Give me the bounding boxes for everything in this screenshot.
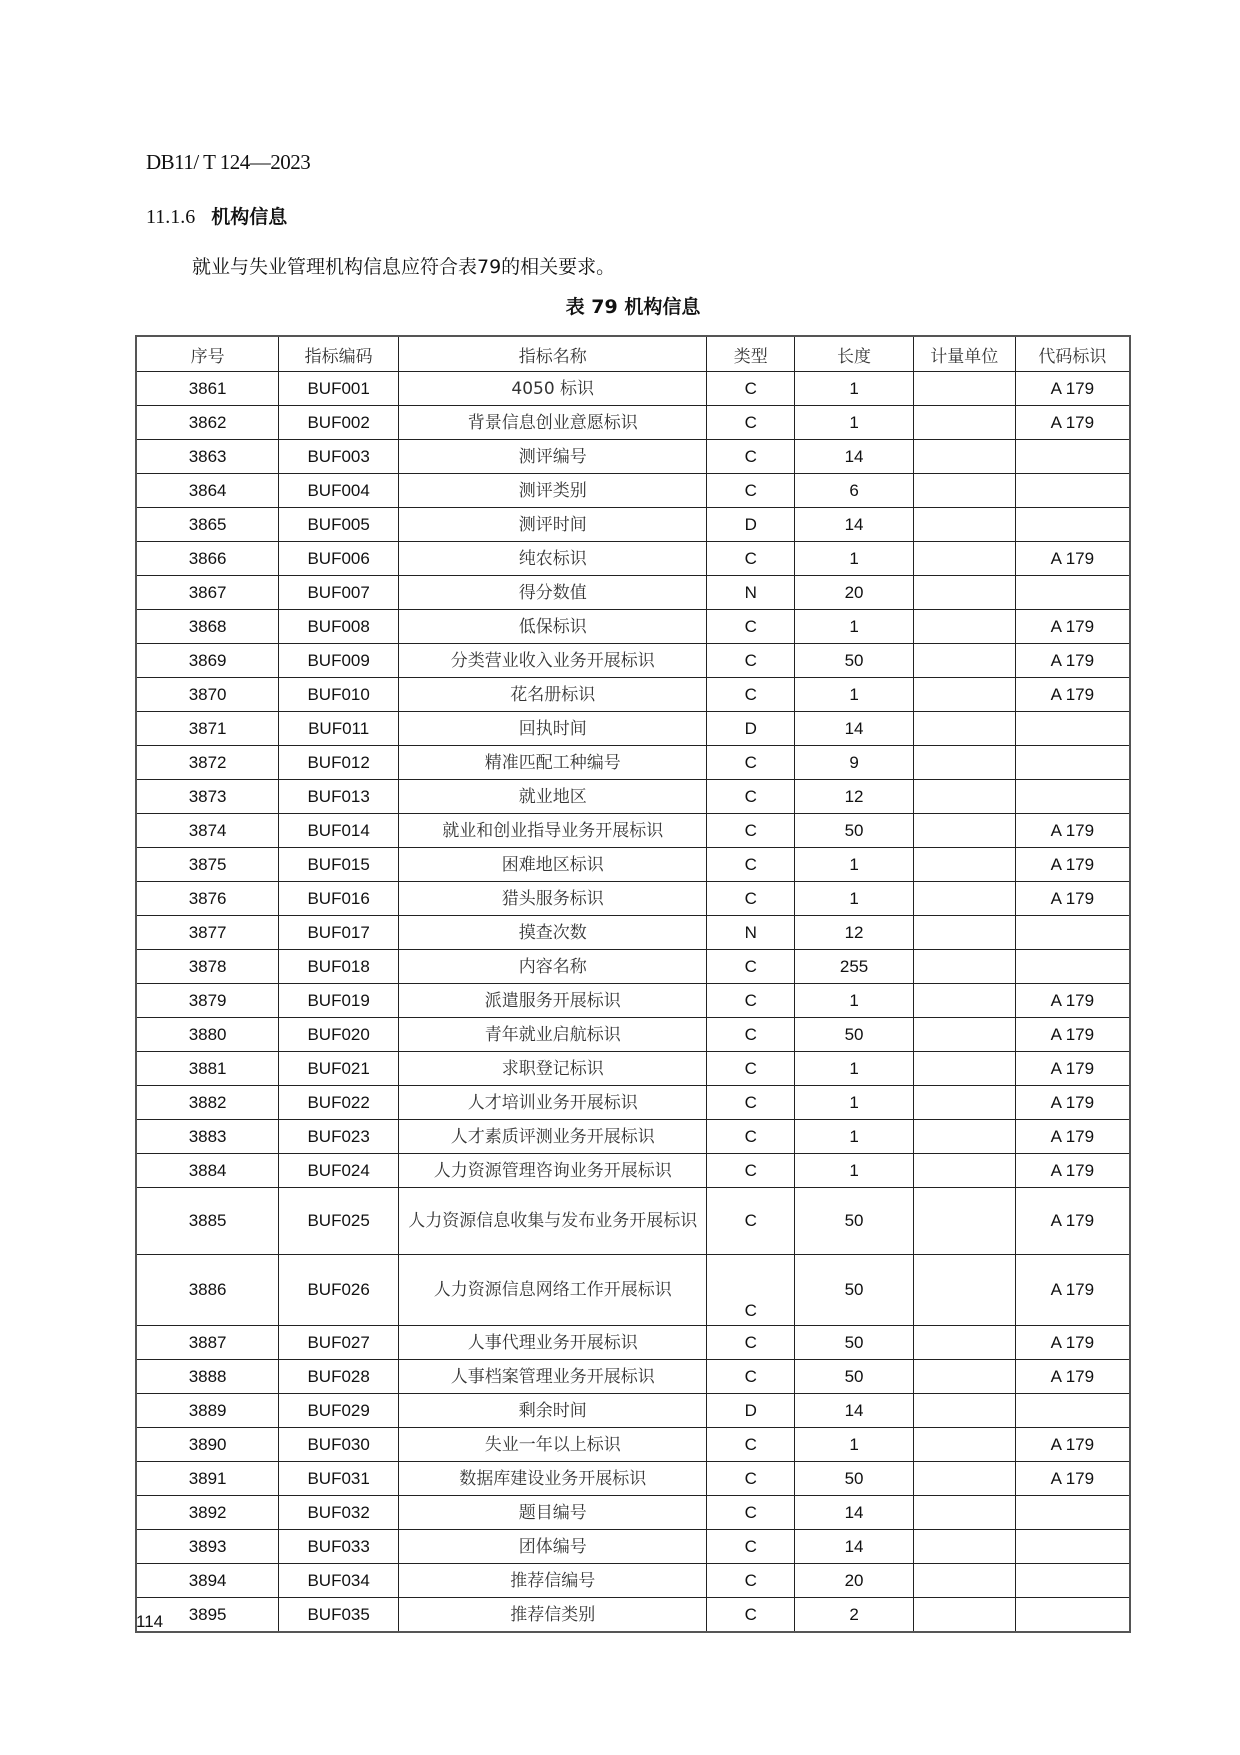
cell-unit [913,1462,1015,1496]
cell-name: 人力资源信息收集与发布业务开展标识 [399,1188,707,1255]
table-row [136,406,1130,440]
cell-unit [913,848,1015,882]
cell-code: BUF013 [279,780,399,814]
table-caption: 表 79 机构信息 [565,296,701,318]
cell-name: 回执时间 [399,712,707,746]
cell-code: BUF028 [279,1360,399,1394]
cell-code: BUF003 [279,440,399,474]
cell-seq: 3877 [136,916,279,950]
cell-unit [913,576,1015,610]
column-header-unit: 计量单位 [913,336,1015,372]
cell-length: 1 [795,1428,914,1462]
cell-seq: 3866 [136,542,279,576]
cell-code: BUF019 [279,984,399,1018]
cell-unit [913,814,1015,848]
cell-code-ref: A 179 [1015,1086,1130,1120]
cell-seq: 3888 [136,1360,279,1394]
cell-name: 测评编号 [399,440,707,474]
cell-seq: 3869 [136,644,279,678]
intro-paragraph: 就业与失业管理机构信息应符合表79的相关要求。 [192,256,616,278]
cell-unit [913,1018,1015,1052]
cell-code-ref: A 179 [1015,372,1130,406]
cell-length: 1 [795,1154,914,1188]
cell-unit [913,440,1015,474]
cell-code: BUF009 [279,644,399,678]
cell-code: BUF022 [279,1086,399,1120]
cell-unit [913,984,1015,1018]
cell-length: 50 [795,1255,914,1326]
cell-name: 花名册标识 [399,678,707,712]
cell-length: 14 [795,1496,914,1530]
cell-name: 推荐信类别 [399,1598,707,1633]
cell-code: BUF031 [279,1462,399,1496]
cell-type: C [707,1052,795,1086]
cell-code-ref: A 179 [1015,1120,1130,1154]
table-row [136,1086,1130,1120]
cell-length: 50 [795,1360,914,1394]
cell-length: 20 [795,1564,914,1598]
cell-seq: 3874 [136,814,279,848]
cell-code-ref [1015,1564,1130,1598]
column-header-type: 类型 [707,336,795,372]
cell-code: BUF034 [279,1564,399,1598]
cell-length: 14 [795,440,914,474]
cell-name: 摸查次数 [399,916,707,950]
cell-code-ref [1015,746,1130,780]
cell-length: 14 [795,712,914,746]
cell-code: BUF005 [279,508,399,542]
cell-code: BUF014 [279,814,399,848]
table-row [136,882,1130,916]
cell-unit [913,1255,1015,1326]
cell-seq: 3879 [136,984,279,1018]
cell-code-ref [1015,1496,1130,1530]
cell-seq: 3892 [136,1496,279,1530]
table-row [136,814,1130,848]
section-title: 机构信息 [211,206,288,228]
cell-code-ref: A 179 [1015,1326,1130,1360]
table-row [136,1255,1130,1326]
table-row [136,712,1130,746]
cell-type: C [707,1120,795,1154]
cell-code: BUF007 [279,576,399,610]
cell-seq: 3885 [136,1188,279,1255]
cell-unit [913,1360,1015,1394]
cell-code: BUF018 [279,950,399,984]
cell-name: 内容名称 [399,950,707,984]
cell-unit [913,1120,1015,1154]
cell-code-ref: A 179 [1015,678,1130,712]
cell-code-ref: A 179 [1015,1018,1130,1052]
cell-code-ref: A 179 [1015,984,1130,1018]
cell-type: C [707,372,795,406]
table-row [136,950,1130,984]
cell-unit [913,678,1015,712]
cell-type: N [707,576,795,610]
cell-code: BUF004 [279,474,399,508]
cell-length: 1 [795,610,914,644]
cell-name: 人力资源信息网络工作开展标识 [399,1255,707,1326]
cell-type: C [707,1530,795,1564]
cell-code-ref: A 179 [1015,1154,1130,1188]
cell-seq: 3878 [136,950,279,984]
cell-code-ref: A 179 [1015,1462,1130,1496]
cell-code-ref: A 179 [1015,1255,1130,1326]
cell-code-ref [1015,712,1130,746]
page-number: 114 [136,1612,164,1631]
cell-type: C [707,1564,795,1598]
cell-seq: 3862 [136,406,279,440]
cell-name: 背景信息创业意愿标识 [399,406,707,440]
cell-type: C [707,1360,795,1394]
cell-seq: 3895 [136,1598,279,1633]
cell-code-ref: A 179 [1015,542,1130,576]
cell-unit [913,1394,1015,1428]
cell-unit [913,1326,1015,1360]
cell-code-ref [1015,950,1130,984]
cell-name: 纯农标识 [399,542,707,576]
cell-code: BUF020 [279,1018,399,1052]
cell-code-ref [1015,576,1130,610]
cell-code-ref: A 179 [1015,1360,1130,1394]
cell-code: BUF032 [279,1496,399,1530]
cell-code-ref: A 179 [1015,882,1130,916]
cell-length: 1 [795,678,914,712]
cell-unit [913,542,1015,576]
cell-code-ref [1015,1530,1130,1564]
cell-seq: 3868 [136,610,279,644]
cell-seq: 3880 [136,1018,279,1052]
cell-length: 20 [795,576,914,610]
cell-unit [913,610,1015,644]
cell-unit [913,644,1015,678]
table-row [136,372,1130,406]
cell-type: C [707,1428,795,1462]
cell-type: C [707,984,795,1018]
cell-type: C [707,746,795,780]
cell-code-ref: A 179 [1015,1052,1130,1086]
cell-seq: 3894 [136,1564,279,1598]
cell-type: C [707,1188,795,1255]
cell-name: 人才素质评测业务开展标识 [399,1120,707,1154]
cell-name: 剩余时间 [399,1394,707,1428]
cell-seq: 3873 [136,780,279,814]
table-row [136,1360,1130,1394]
cell-seq: 3871 [136,712,279,746]
cell-type: C [707,882,795,916]
cell-name: 精准匹配工种编号 [399,746,707,780]
section-heading [146,202,287,229]
document-id: DB11/ T 124—2023 [146,150,311,174]
cell-unit [913,1086,1015,1120]
cell-length: 1 [795,372,914,406]
table-row [136,1120,1130,1154]
cell-code: BUF017 [279,916,399,950]
cell-length: 1 [795,882,914,916]
cell-name: 人力资源管理咨询业务开展标识 [399,1154,707,1188]
cell-type: C [707,474,795,508]
cell-seq: 3865 [136,508,279,542]
cell-code-ref: A 179 [1015,814,1130,848]
cell-code-ref [1015,1598,1130,1633]
cell-seq: 3870 [136,678,279,712]
cell-length: 1 [795,1052,914,1086]
column-header-name: 指标名称 [399,336,707,372]
cell-unit [913,1188,1015,1255]
cell-seq: 3872 [136,746,279,780]
cell-seq: 3890 [136,1428,279,1462]
cell-seq: 3886 [136,1255,279,1326]
cell-type: C [707,1154,795,1188]
cell-unit [913,372,1015,406]
table-row [136,1052,1130,1086]
cell-code: BUF016 [279,882,399,916]
cell-type: D [707,508,795,542]
cell-unit [913,746,1015,780]
cell-length: 9 [795,746,914,780]
cell-length: 14 [795,1530,914,1564]
cell-seq: 3863 [136,440,279,474]
cell-type: C [707,848,795,882]
cell-code: BUF002 [279,406,399,440]
cell-seq: 3884 [136,1154,279,1188]
cell-unit [913,1052,1015,1086]
cell-name: 人事代理业务开展标识 [399,1326,707,1360]
cell-name: 派遣服务开展标识 [399,984,707,1018]
cell-code: BUF029 [279,1394,399,1428]
cell-length: 255 [795,950,914,984]
cell-code: BUF021 [279,1052,399,1086]
table-row [136,1530,1130,1564]
cell-type: C [707,1255,795,1326]
cell-length: 50 [795,1462,914,1496]
cell-unit [913,406,1015,440]
cell-code-ref [1015,440,1130,474]
cell-code: BUF006 [279,542,399,576]
cell-name: 猎头服务标识 [399,882,707,916]
cell-name: 困难地区标识 [399,848,707,882]
column-header-length: 长度 [795,336,914,372]
cell-type: C [707,678,795,712]
cell-seq: 3887 [136,1326,279,1360]
cell-unit [913,916,1015,950]
column-header-seq: 序号 [136,336,279,372]
cell-seq: 3893 [136,1530,279,1564]
cell-unit [913,712,1015,746]
cell-unit [913,1530,1015,1564]
cell-type: C [707,1018,795,1052]
cell-name: 求职登记标识 [399,1052,707,1086]
cell-code: BUF027 [279,1326,399,1360]
cell-code-ref: A 179 [1015,1188,1130,1255]
table-row [136,1154,1130,1188]
cell-length: 12 [795,780,914,814]
cell-seq: 3875 [136,848,279,882]
cell-type: C [707,1598,795,1633]
cell-unit [913,508,1015,542]
cell-name: 4050 标识 [399,372,707,406]
cell-type: C [707,542,795,576]
cell-code-ref [1015,916,1130,950]
cell-length: 50 [795,1326,914,1360]
table-row [136,1394,1130,1428]
column-header-code-ref: 代码标识 [1015,336,1130,372]
cell-code: BUF012 [279,746,399,780]
cell-length: 1 [795,406,914,440]
table-row [136,1018,1130,1052]
cell-unit [913,1154,1015,1188]
cell-name: 推荐信编号 [399,1564,707,1598]
cell-code-ref: A 179 [1015,610,1130,644]
cell-code: BUF008 [279,610,399,644]
cell-seq: 3891 [136,1462,279,1496]
cell-type: C [707,406,795,440]
cell-code-ref [1015,474,1130,508]
cell-name: 青年就业启航标识 [399,1018,707,1052]
cell-code: BUF011 [279,712,399,746]
cell-seq: 3882 [136,1086,279,1120]
cell-code-ref [1015,1394,1130,1428]
table-row [136,610,1130,644]
cell-length: 1 [795,984,914,1018]
table-row [136,1598,1130,1633]
cell-type: C [707,1462,795,1496]
cell-seq: 3883 [136,1120,279,1154]
cell-type: D [707,1394,795,1428]
cell-length: 1 [795,1120,914,1154]
cell-length: 1 [795,1086,914,1120]
cell-type: C [707,780,795,814]
cell-type: C [707,1326,795,1360]
table-row [136,1564,1130,1598]
cell-length: 2 [795,1598,914,1633]
institution-info-table [135,335,1131,1633]
table-row [136,1326,1130,1360]
cell-code-ref: A 179 [1015,1428,1130,1462]
table-row [136,1428,1130,1462]
cell-code: BUF035 [279,1598,399,1633]
cell-code: BUF033 [279,1530,399,1564]
cell-length: 14 [795,1394,914,1428]
cell-code: BUF030 [279,1428,399,1462]
cell-code: BUF026 [279,1255,399,1326]
table-row [136,984,1130,1018]
cell-length: 50 [795,814,914,848]
cell-code: BUF001 [279,372,399,406]
cell-unit [913,882,1015,916]
table-row [136,1188,1130,1255]
table-row [136,474,1130,508]
table-row [136,678,1130,712]
cell-type: N [707,916,795,950]
cell-name: 测评类别 [399,474,707,508]
cell-name: 分类营业收入业务开展标识 [399,644,707,678]
cell-length: 6 [795,474,914,508]
cell-name: 得分数值 [399,576,707,610]
cell-name: 人才培训业务开展标识 [399,1086,707,1120]
table-row [136,848,1130,882]
table-row [136,542,1130,576]
cell-code-ref: A 179 [1015,848,1130,882]
cell-seq: 3876 [136,882,279,916]
cell-name: 题目编号 [399,1496,707,1530]
cell-length: 1 [795,542,914,576]
cell-name: 就业和创业指导业务开展标识 [399,814,707,848]
cell-name: 测评时间 [399,508,707,542]
table-row [136,746,1130,780]
cell-type: C [707,610,795,644]
cell-code: BUF024 [279,1154,399,1188]
cell-unit [913,1564,1015,1598]
cell-unit [913,780,1015,814]
cell-name: 人事档案管理业务开展标识 [399,1360,707,1394]
cell-length: 1 [795,848,914,882]
cell-type: C [707,644,795,678]
table-row [136,916,1130,950]
cell-code-ref [1015,508,1130,542]
cell-code: BUF010 [279,678,399,712]
cell-length: 50 [795,1188,914,1255]
cell-seq: 3881 [136,1052,279,1086]
cell-unit [913,1428,1015,1462]
cell-length: 50 [795,1018,914,1052]
cell-length: 12 [795,916,914,950]
cell-name: 就业地区 [399,780,707,814]
section-number: 11.1.6 [146,206,196,228]
cell-type: C [707,950,795,984]
table-row [136,780,1130,814]
cell-type: D [707,712,795,746]
cell-length: 14 [795,508,914,542]
cell-code-ref: A 179 [1015,406,1130,440]
cell-code-ref [1015,780,1130,814]
cell-code: BUF015 [279,848,399,882]
table-row [136,644,1130,678]
table-row [136,576,1130,610]
table-row [136,1462,1130,1496]
cell-name: 失业一年以上标识 [399,1428,707,1462]
cell-seq: 3864 [136,474,279,508]
cell-unit [913,1598,1015,1633]
cell-unit [913,1496,1015,1530]
cell-code: BUF023 [279,1120,399,1154]
cell-type: C [707,440,795,474]
table-header-row [136,336,1130,372]
cell-seq: 3867 [136,576,279,610]
cell-type: C [707,814,795,848]
cell-unit [913,474,1015,508]
cell-name: 低保标识 [399,610,707,644]
cell-seq: 3861 [136,372,279,406]
column-header-code: 指标编码 [279,336,399,372]
cell-length: 50 [795,644,914,678]
cell-code-ref: A 179 [1015,644,1130,678]
cell-type: C [707,1496,795,1530]
cell-seq: 3889 [136,1394,279,1428]
cell-name: 数据库建设业务开展标识 [399,1462,707,1496]
table-row [136,508,1130,542]
cell-name: 团体编号 [399,1530,707,1564]
table-row [136,440,1130,474]
cell-code: BUF025 [279,1188,399,1255]
table-row [136,1496,1130,1530]
cell-unit [913,950,1015,984]
cell-type: C [707,1086,795,1120]
